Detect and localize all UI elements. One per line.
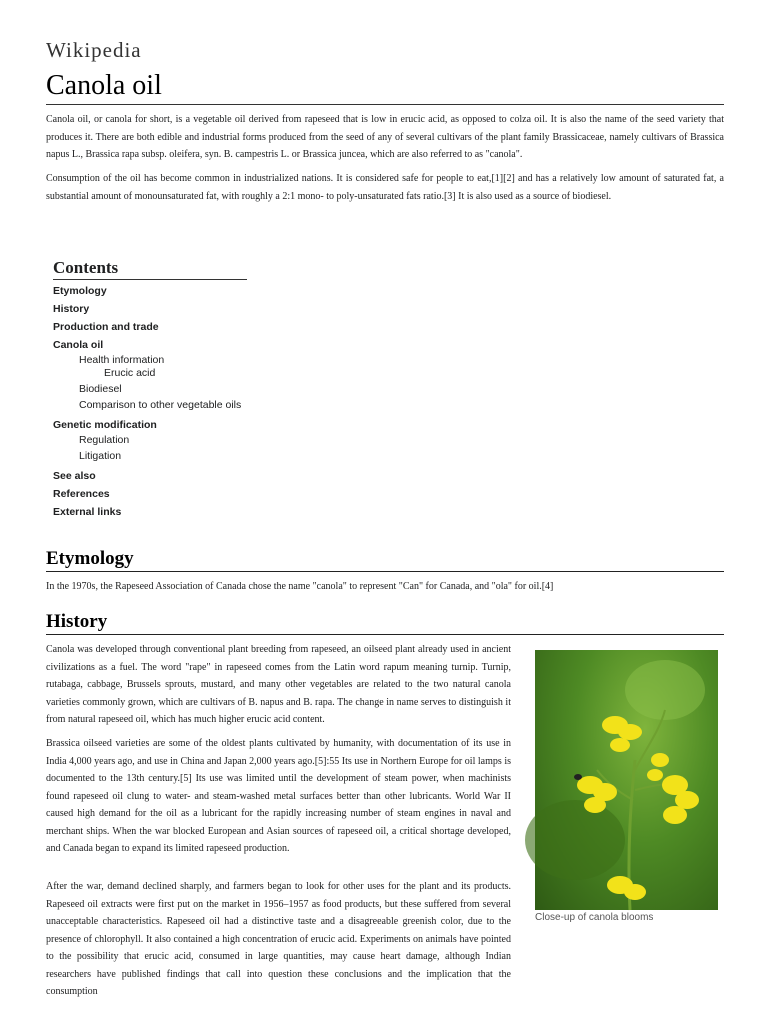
- intro-paragraph-2: Consumption of the oil has become common in industrialized nations. It is considered safe for people to eat,[1][2] and has a relatively low amount of saturated fat, a substantial amount of monounsaturated fat, with roughly a 2:1 mono- to poly-unsaturated fats ratio.[3] It is also used as a source of biodiesel.: [46, 173, 724, 202]
- canola-blooms-image[interactable]: [535, 650, 718, 910]
- toc-item-erucic-acid[interactable]: Erucic acid: [104, 367, 156, 379]
- etymology-paragraph: In the 1970s, the Rapeseed Association of Canada chose the name "canola" to represent "Can" for Canada, and "ola" for oil.[4]: [46, 581, 554, 592]
- toc-item-etymology[interactable]: Etymology: [53, 285, 107, 297]
- toc-item-regulation[interactable]: Regulation: [79, 434, 130, 446]
- toc-item-genetic-modification[interactable]: Genetic modification: [53, 419, 157, 431]
- toc-item-litigation[interactable]: Litigation: [79, 450, 122, 462]
- intro-paragraph-1: Canola oil, or canola for short, is a vegetable oil derived from rapeseed that is low in erucic acid, as opposed to colza oil. It is also the name of the seed variety that produces it. There are both edible and industrial forms produced from the seed of any of several cultivars of the plant family Brassicaceae, namely cultivars of Brassica napus L., Brassica rapa subsp. oleifera, syn. B. campestris L. or Brassica juncea, which are also referred to as "canola".: [46, 114, 724, 160]
- toc-item-biodiesel[interactable]: Biodiesel: [79, 383, 122, 395]
- figure-caption: Close-up of canola blooms: [535, 912, 654, 923]
- toc-item-history[interactable]: History: [53, 303, 90, 315]
- etymology-heading: Etymology: [46, 548, 724, 572]
- history-paragraph-2: Brassica oilseed varieties are some of the oldest plants cultivated by humanity, with documentation of its use in India 4,000 years ago, and use in China and Japan 2,000 years ago.[5]:55 Its use in Northern Europe for oil lamps is documented to the 13th century.[5] Its use was limited until the development of steam power, when machinists found rapeseed oil clung to water- and steam-washed metal surfaces better than other lubricants. World War II caused high demand for the oil as a lubricant for the rapidly increasing number of steam engines in naval and merchant ships. When the war blocked European and Asian sources of rapeseed oil, a critical shortage developed, and Canada began to expand its limited rapeseed production.: [46, 738, 511, 854]
- toc-item-production-and-trade[interactable]: Production and trade: [53, 321, 159, 333]
- toc-item-see-also[interactable]: See also: [53, 470, 96, 482]
- toc-item-canola-oil[interactable]: Canola oil: [53, 339, 104, 351]
- toc-item-external-links[interactable]: External links: [53, 506, 122, 518]
- wikipedia-logo[interactable]: Wikipedia: [46, 38, 142, 62]
- toc-item-health-information[interactable]: Health information: [79, 354, 165, 366]
- history-paragraph-3: After the war, demand declined sharply, and farmers began to look for other uses for the plant and its products. Rapeseed oil extracts were first put on the market in 1956–1957 as food products, but these suffered from several unacceptable characteristics. Rapeseed oil had a distinctive taste and a disagreeable greenish color, due to the presence of chlorophyll. It also contained a high concentration of erucic acid. Experiments on animals have pointed to the possibility that erucic acid, consumed in large quantities, may cause heart damage, although Indian researchers have published findings that call into question these conclusions and the implication that the consumption: [46, 881, 511, 997]
- toc-title: Contents: [53, 258, 247, 280]
- canola-flower-illustration: [535, 650, 718, 910]
- toc-item-comparison-vegetable-oils[interactable]: Comparison to other vegetable oils: [79, 399, 242, 411]
- history-paragraph-1: Canola was developed through conventional plant breeding from rapeseed, an oilseed plant already used in ancient civilizations as a fuel. The word "rape" in rapeseed comes from the Latin word rapum meaning turnip. Turnip, rutabaga, cabbage, Brussels sprouts, mustard, and many other vegetables are related to the two natural canola varieties commonly grown, which are cultivars of B. napus and B. rapa. The change in name serves to distinguish it from natural rapeseed oil, which has much higher erucic acid content.: [46, 644, 511, 725]
- history-heading: History: [46, 611, 724, 635]
- toc-item-references[interactable]: References: [53, 488, 110, 500]
- page-title: Canola oil: [46, 70, 724, 105]
- table-of-contents: [53, 258, 293, 524]
